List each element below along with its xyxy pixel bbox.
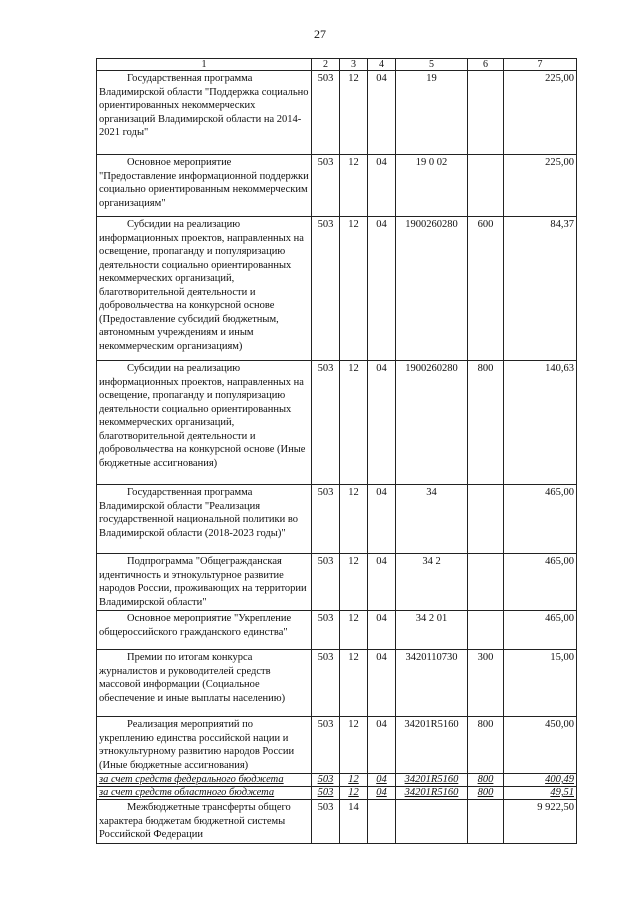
budget-table — [96, 58, 577, 844]
row-amount: 15,00 — [504, 650, 577, 717]
row-cell — [468, 611, 504, 650]
page-number: 27 — [314, 27, 326, 41]
row-cell: 1900260280 — [396, 361, 468, 485]
table-row — [97, 611, 577, 650]
column-header: 4 — [368, 59, 396, 71]
row-name: Реализация мероприятий по укреплению единства российской нации и этнокультурному развитию народов России (Иные бюджетные ассигнования) — [97, 717, 312, 774]
row-amount: 225,00 — [504, 71, 577, 155]
column-header: 3 — [340, 59, 368, 71]
row-cell: 503 — [312, 787, 340, 800]
row-cell: 800 — [468, 717, 504, 774]
row-cell — [468, 485, 504, 554]
row-name: Подпрограмма "Общегражданская идентичность и этнокультурное развитие народов России, проживающих на территории Владимирской области" — [97, 554, 312, 611]
row-amount: 84,37 — [504, 217, 577, 361]
row-cell: 12 — [340, 650, 368, 717]
row-name: за счет средств федерального бюджета — [97, 774, 312, 787]
column-header: 6 — [468, 59, 504, 71]
row-amount: 400,49 — [504, 774, 577, 787]
row-cell: 34201R5160 — [396, 717, 468, 774]
row-name: Премии по итогам конкурса журналистов и руководителей средств массовой информации (Социальное обеспечение и иные выплаты населению) — [97, 650, 312, 717]
row-cell: 12 — [340, 787, 368, 800]
row-cell: 503 — [312, 650, 340, 717]
row-cell: 12 — [340, 611, 368, 650]
row-cell: 800 — [468, 787, 504, 800]
row-cell: 503 — [312, 611, 340, 650]
row-cell: 04 — [368, 554, 396, 611]
row-cell: 12 — [340, 361, 368, 485]
row-cell: 503 — [312, 217, 340, 361]
row-name: Межбюджетные трансферты общего характера бюджетам бюджетной системы Российской Федерации — [97, 800, 312, 844]
table-row — [97, 650, 577, 717]
table-row — [97, 800, 577, 844]
row-cell: 12 — [340, 217, 368, 361]
row-cell: 04 — [368, 71, 396, 155]
row-amount: 49,51 — [504, 787, 577, 800]
column-header: 1 — [97, 59, 312, 71]
row-cell: 503 — [312, 361, 340, 485]
row-cell: 503 — [312, 485, 340, 554]
row-name: Субсидии на реализацию информационных проектов, направленных на освещение, пропаганду и популяризацию деятельности социально ориентированных некоммерческих организаций, благотворительной деятельности и добровольчества на конкурсной основе (Иные бюджетные ассигнования) — [97, 361, 312, 485]
row-cell: 12 — [340, 155, 368, 217]
row-cell: 503 — [312, 71, 340, 155]
row-cell: 04 — [368, 717, 396, 774]
row-cell: 12 — [340, 554, 368, 611]
row-amount: 140,63 — [504, 361, 577, 485]
column-header: 5 — [396, 59, 468, 71]
table-row — [97, 217, 577, 361]
row-cell: 04 — [368, 155, 396, 217]
row-cell: 800 — [468, 361, 504, 485]
row-cell: 1900260280 — [396, 217, 468, 361]
table-row — [97, 71, 577, 155]
row-cell: 34201R5160 — [396, 787, 468, 800]
column-header: 7 — [504, 59, 577, 71]
row-cell: 19 0 02 — [396, 155, 468, 217]
table-row — [97, 155, 577, 217]
row-cell: 12 — [340, 71, 368, 155]
row-cell — [368, 800, 396, 844]
row-amount: 225,00 — [504, 155, 577, 217]
row-name: Основное мероприятие "Предоставление информационной поддержки социально ориентированным некоммерческим организациям" — [97, 155, 312, 217]
row-cell: 34201R5160 — [396, 774, 468, 787]
row-cell: 19 — [396, 71, 468, 155]
row-name: Государственная программа Владимирской области "Поддержка социально ориентированных некоммерческих организаций Владимирской области на 2014-2021 годы" — [97, 71, 312, 155]
row-cell: 503 — [312, 155, 340, 217]
row-name: Государственная программа Владимирской области "Реализация государственной национальной политики во Владимирской области (2018-2023 годы)" — [97, 485, 312, 554]
table-row — [97, 787, 577, 800]
row-cell: 503 — [312, 554, 340, 611]
row-cell — [396, 800, 468, 844]
row-amount: 465,00 — [504, 611, 577, 650]
row-amount: 9 922,50 — [504, 800, 577, 844]
table-row — [97, 554, 577, 611]
row-cell: 04 — [368, 611, 396, 650]
row-cell — [468, 800, 504, 844]
row-amount: 450,00 — [504, 717, 577, 774]
row-cell: 04 — [368, 650, 396, 717]
row-cell — [468, 554, 504, 611]
row-name: за счет средств областного бюджета — [97, 787, 312, 800]
row-cell: 04 — [368, 774, 396, 787]
row-cell: 12 — [340, 774, 368, 787]
table-row — [97, 485, 577, 554]
table-row — [97, 774, 577, 787]
table-header-row — [97, 59, 577, 71]
row-cell — [468, 155, 504, 217]
row-amount: 465,00 — [504, 554, 577, 611]
row-cell: 503 — [312, 800, 340, 844]
row-cell: 300 — [468, 650, 504, 717]
row-cell: 34 — [396, 485, 468, 554]
row-cell: 34 2 — [396, 554, 468, 611]
row-cell: 800 — [468, 774, 504, 787]
row-name: Основное мероприятие "Укрепление общероссийского гражданского единства" — [97, 611, 312, 650]
row-cell — [468, 71, 504, 155]
column-header: 2 — [312, 59, 340, 71]
row-cell: 503 — [312, 717, 340, 774]
row-cell: 12 — [340, 485, 368, 554]
row-cell: 14 — [340, 800, 368, 844]
row-cell: 12 — [340, 717, 368, 774]
table-row — [97, 361, 577, 485]
row-cell: 503 — [312, 774, 340, 787]
row-amount: 465,00 — [504, 485, 577, 554]
row-name: Субсидии на реализацию информационных проектов, направленных на освещение, пропаганду и популяризацию деятельности социально ориентированных некоммерческих организаций, благотворительной деятельности и добровольчества на конкурсной основе (Предоставление субсидий бюджетным, автономным учреждениям и иным некоммерческим организациям) — [97, 217, 312, 361]
row-cell: 04 — [368, 787, 396, 800]
row-cell: 04 — [368, 485, 396, 554]
table-row — [97, 717, 577, 774]
row-cell: 34 2 01 — [396, 611, 468, 650]
row-cell: 3420110730 — [396, 650, 468, 717]
row-cell: 04 — [368, 217, 396, 361]
row-cell: 04 — [368, 361, 396, 485]
row-cell: 600 — [468, 217, 504, 361]
